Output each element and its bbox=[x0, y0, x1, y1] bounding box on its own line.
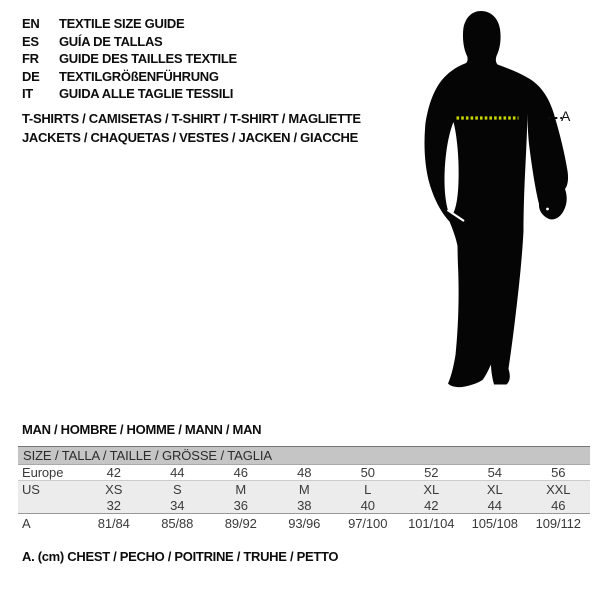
garment-categories bbox=[22, 109, 361, 147]
table-cell: 32 bbox=[106, 497, 121, 513]
section-title-man: MAN / HOMBRE / HOMME / MANN / MAN bbox=[22, 422, 262, 437]
table-cell: 109/112 bbox=[535, 515, 581, 531]
table-cell: XXL bbox=[546, 481, 571, 497]
table-shaded-band bbox=[18, 481, 590, 514]
language-row-en bbox=[22, 15, 237, 33]
table-cell: 89/92 bbox=[224, 515, 257, 531]
table-cell: 81/84 bbox=[97, 515, 130, 531]
table-cell: S bbox=[172, 481, 182, 497]
language-row-es bbox=[22, 33, 237, 51]
table-cell: M bbox=[298, 481, 310, 497]
language-row-de bbox=[22, 68, 237, 86]
thumb-highlight bbox=[546, 208, 549, 211]
table-cell: 93/96 bbox=[288, 515, 321, 531]
measurement-footnote: A. (cm) CHEST / PECHO / POITRINE / TRUHE / PETTO bbox=[22, 549, 339, 564]
table-cell: 38 bbox=[297, 497, 312, 513]
table-cell: XL bbox=[486, 481, 503, 497]
table-cell: 52 bbox=[424, 465, 439, 480]
table-cell: 101/104 bbox=[408, 515, 455, 531]
table-cell: 42 bbox=[424, 497, 439, 513]
language-row-it bbox=[22, 85, 237, 103]
table-cell: 85/88 bbox=[161, 515, 194, 531]
table-cell: 36 bbox=[233, 497, 248, 513]
language-label: TEXTILGRÖßENFÜHRUNG bbox=[59, 68, 219, 84]
row-label: Europe bbox=[22, 465, 64, 480]
man-silhouette-figure bbox=[415, 8, 575, 393]
table-cell: 48 bbox=[297, 465, 312, 480]
size-table bbox=[18, 446, 590, 532]
table-cell: 44 bbox=[487, 497, 502, 513]
table-row-europe bbox=[18, 465, 590, 481]
table-cell: L bbox=[364, 481, 372, 497]
table-cell: 50 bbox=[360, 465, 375, 480]
row-label: US bbox=[22, 481, 40, 497]
table-cell: 56 bbox=[551, 465, 566, 480]
language-label: TEXTILE SIZE GUIDE bbox=[59, 16, 185, 32]
language-label: GUIDE DES TAILLES TEXTILE bbox=[59, 51, 237, 67]
table-cell: M bbox=[235, 481, 247, 497]
category-line-tshirts: T-SHIRTS / CAMISETAS / T-SHIRT / T-SHIRT / MAGLIETTE bbox=[22, 111, 361, 126]
table-row-chest-a bbox=[18, 514, 590, 532]
table-cell: 42 bbox=[106, 465, 121, 480]
table-row-numeric bbox=[18, 497, 590, 513]
table-cell: 46 bbox=[551, 497, 566, 513]
measure-label-a: A bbox=[561, 108, 571, 124]
table-cell: 54 bbox=[487, 465, 502, 480]
category-line-jackets: JACKETS / CHAQUETAS / VESTES / JACKEN / GIACCHE bbox=[22, 130, 358, 145]
table-cell: 46 bbox=[233, 465, 248, 480]
language-code: FR bbox=[22, 51, 39, 67]
table-cell: 97/100 bbox=[348, 515, 388, 531]
table-cell: 40 bbox=[360, 497, 375, 513]
language-code: ES bbox=[22, 33, 39, 49]
language-label: GUIDA ALLE TAGLIE TESSILI bbox=[59, 86, 234, 102]
language-code: IT bbox=[22, 86, 33, 102]
table-cell: XL bbox=[423, 481, 440, 497]
table-cell: 105/108 bbox=[471, 515, 518, 531]
table-row-us bbox=[18, 481, 590, 497]
table-cell: 34 bbox=[170, 497, 185, 513]
language-list bbox=[22, 15, 237, 103]
row-label: A bbox=[22, 515, 31, 531]
language-code: DE bbox=[22, 68, 40, 84]
size-table-header: SIZE / TALLA / TAILLE / GRÖSSE / TAGLIA bbox=[18, 447, 590, 465]
language-code: EN bbox=[22, 16, 40, 32]
table-cell: XS bbox=[105, 481, 123, 497]
language-label: GUÍA DE TALLAS bbox=[59, 33, 163, 49]
table-cell: 44 bbox=[170, 465, 185, 480]
language-row-fr bbox=[22, 50, 237, 68]
